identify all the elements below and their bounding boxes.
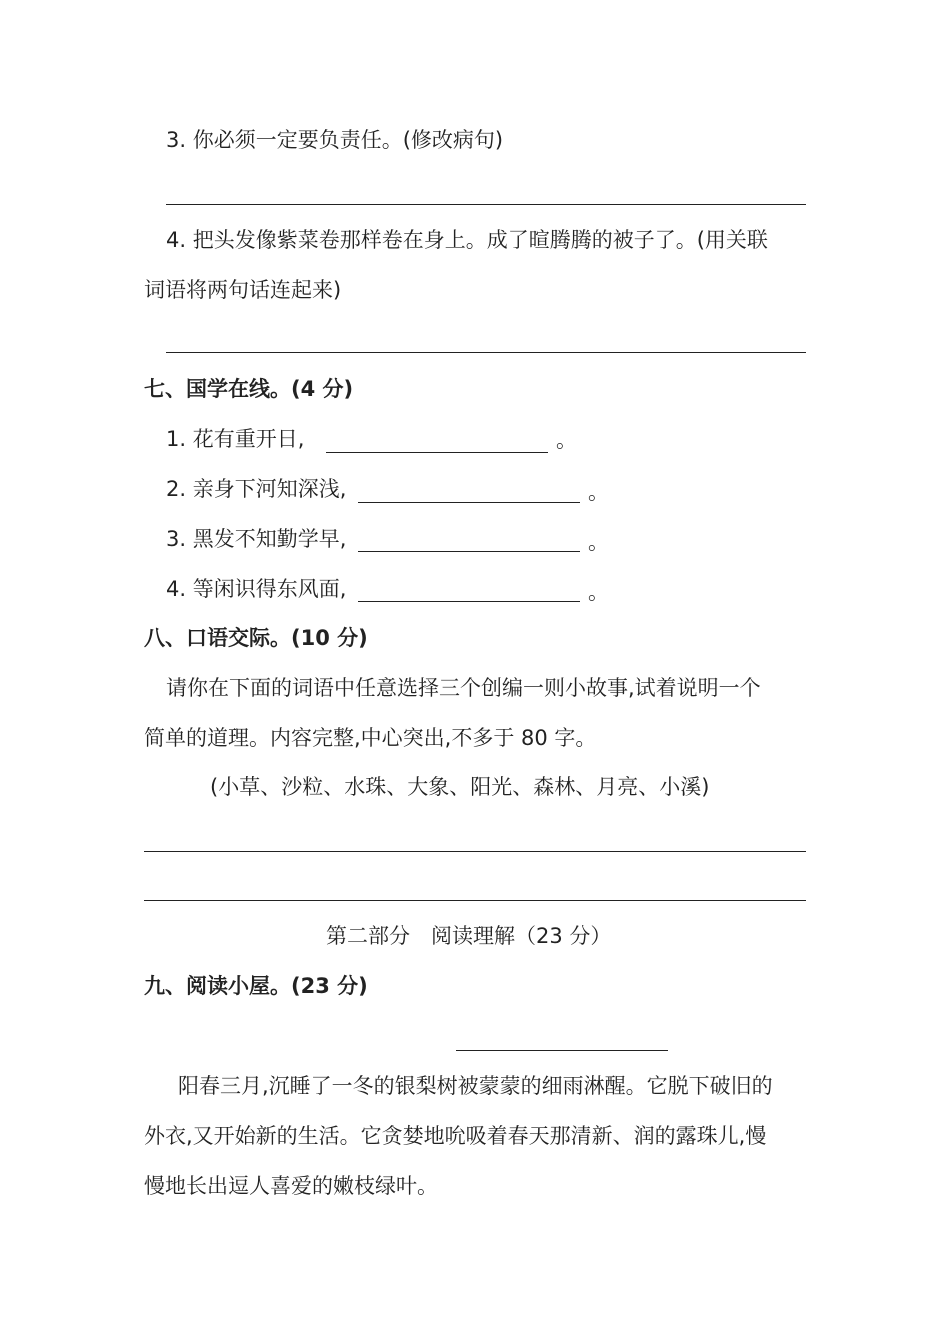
answer-line[interactable] <box>144 851 806 852</box>
answer-line[interactable] <box>166 204 806 205</box>
q7-item-2: 2. 亲身下河知深浅, <box>166 477 347 501</box>
answer-line[interactable] <box>144 900 806 901</box>
title-blank[interactable] <box>456 1050 668 1051</box>
q7-item-1: 1. 花有重开日, <box>166 427 305 451</box>
q6-item-3: 3. 你必须一定要负责任。(修改病句) <box>166 128 504 152</box>
fill-blank[interactable] <box>326 452 548 453</box>
q7-heading: 七、国学在线。(4 分) <box>144 377 354 401</box>
q9-passage-line-1: 阳春三月,沉睡了一冬的银梨树被蒙蒙的细雨淋醒。它脱下破旧的 <box>178 1074 773 1098</box>
q8-heading: 八、口语交际。(10 分) <box>144 626 368 650</box>
q7-item-1-end: 。 <box>556 428 577 452</box>
fill-blank[interactable] <box>358 551 580 552</box>
q6-item-4-line-2: 词语将两句话连起来) <box>144 278 342 302</box>
q7-item-3-end: 。 <box>588 530 609 554</box>
q7-item-4-end: 。 <box>588 580 609 604</box>
q9-heading: 九、阅读小屋。(23 分) <box>144 974 368 998</box>
q7-item-2-end: 。 <box>588 480 609 504</box>
part-2-title: 第二部分 阅读理解（23 分） <box>326 924 612 948</box>
q7-item-4: 4. 等闲识得东风面, <box>166 577 347 601</box>
q7-item-3: 3. 黑发不知勤学早, <box>166 527 347 551</box>
q6-item-4-line-1: 4. 把头发像紫菜卷那样卷在身上。成了暄腾腾的被子了。(用关联 <box>166 228 768 252</box>
q9-passage-line-3: 慢地长出逗人喜爱的嫩枝绿叶。 <box>144 1174 438 1198</box>
fill-blank[interactable] <box>358 601 580 602</box>
q8-instruction-line-2: 简单的道理。内容完整,中心突出,不多于 80 字。 <box>144 726 597 750</box>
q8-word-list: (小草、沙粒、水珠、大象、阳光、森林、月亮、小溪) <box>210 775 710 799</box>
q9-passage-line-2: 外衣,又开始新的生活。它贪婪地吮吸着春天那清新、润的露珠儿,慢 <box>144 1124 767 1148</box>
fill-blank[interactable] <box>358 502 580 503</box>
answer-line[interactable] <box>166 352 806 353</box>
q8-instruction-line-1: 请你在下面的词语中任意选择三个创编一则小故事,试着说明一个 <box>166 676 761 700</box>
